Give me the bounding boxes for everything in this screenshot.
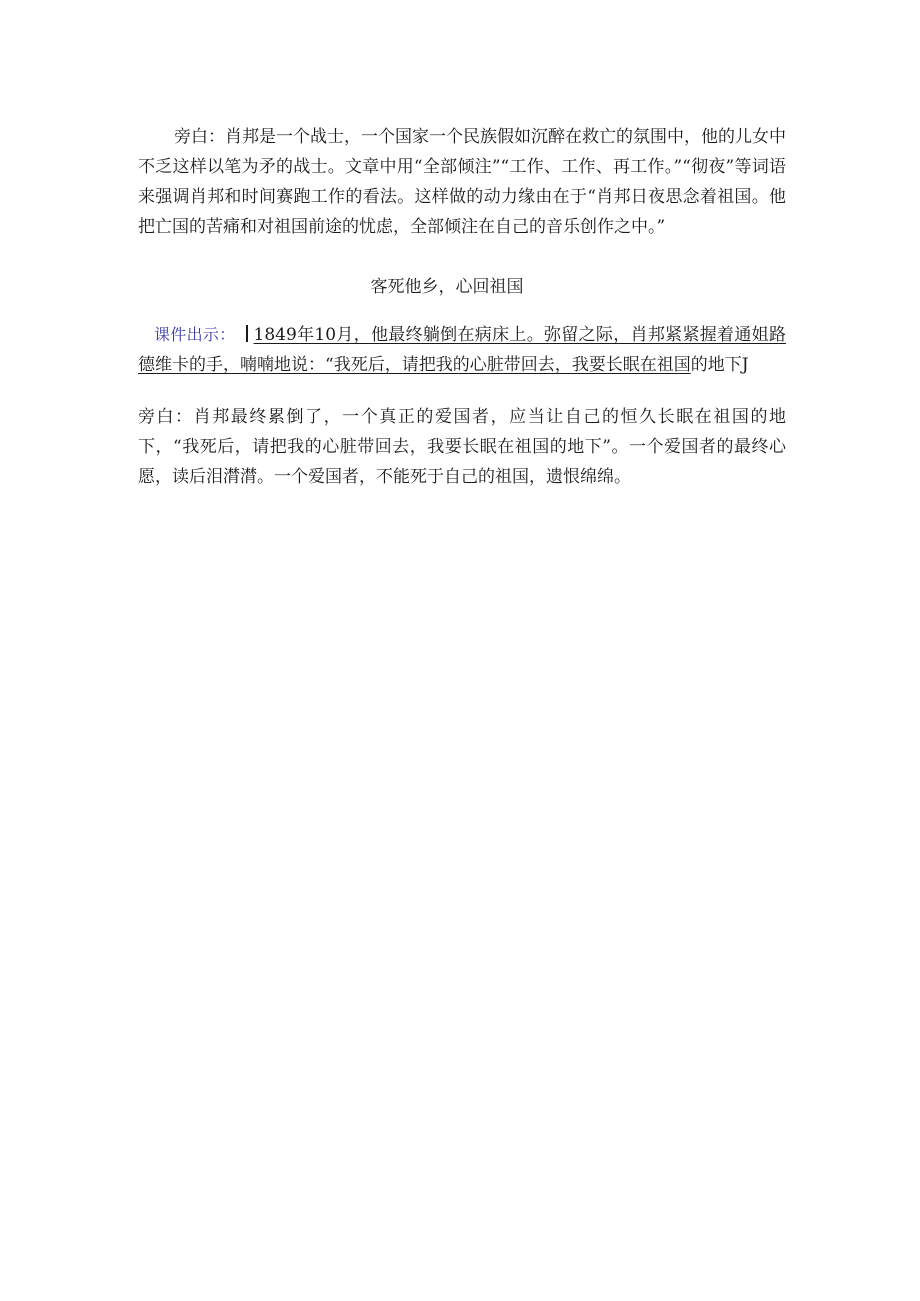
- courseware-trailing-text: 的地下J: [690, 355, 749, 375]
- narration-paragraph-3: 旁白：肖邦最终累倒了，一个真正的爱国者，应当让自己的恒久长眠在祖国的地下，“我死后，请把我的心脏带回去，我要长眠在祖国的地下”。一个爱国者的最终心愿，读后泪潸潸。一个爱国者，不能死于自己的祖国，遗恨绵绵。: [138, 407, 786, 487]
- section-heading: 客死他乡，心回祖国: [370, 277, 524, 297]
- text-cursor-bar: [246, 325, 248, 342]
- courseware-label: 课件出示：: [154, 325, 236, 344]
- section-heading-wrap: [0, 274, 920, 300]
- courseware-underlined-text: 1849年10月，他最终躺倒在病床上。弥留之际，肖邦紧紧握着通姐路德维卡的手，喃喃地说：“我死后，请把我的心脏带回去，我要长眠在祖国: [138, 325, 786, 375]
- courseware-paragraph: [138, 320, 786, 380]
- courseware-quote: [138, 325, 786, 375]
- narration-paragraph-1: 旁白：肖邦是一个战士，一个国家一个民族假如沉醉在救亡的氛围中，他的儿女中不乏这样以笔为矛的战士。文章中用“全部倾注”“工作、工作、再工作。”“彻夜”等词语来强调肖邦和时间赛跑工作的看法。这样做的动力缘由在于“肖邦日夜思念着祖国。他把亡国的苦痛和对祖国前途的忧虑，全部倾注在自己的音乐创作之中。”: [138, 127, 786, 237]
